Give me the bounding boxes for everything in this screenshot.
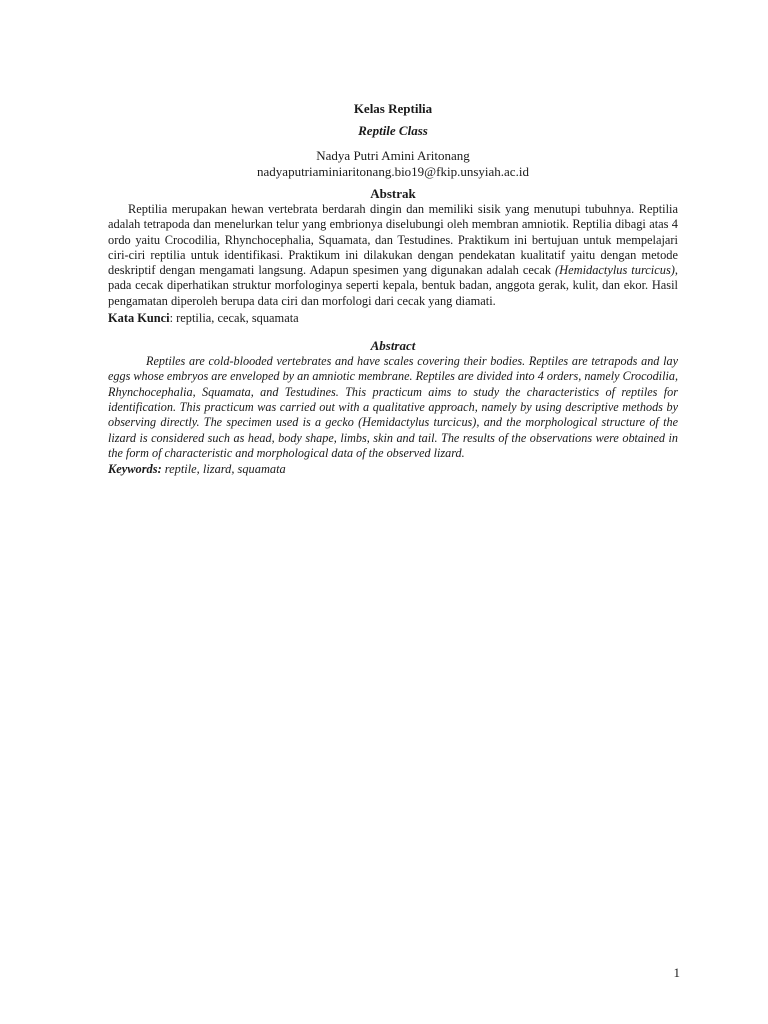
abstrak-species-name: (Hemidactylus turcicus)	[555, 263, 675, 278]
abstrak-keywords	[108, 310, 678, 326]
author-name: Nadya Putri Amini Aritonang	[316, 148, 470, 163]
abstract-keywords-label: Keywords:	[108, 462, 162, 477]
abstrak-keywords-list: : reptilia, cecak, squamata	[169, 311, 299, 326]
abstract-body: Reptiles are cold-blooded vertebrates and have scales covering their bodies. Reptiles are tetrapods and lay eggs whose embryos are enveloped by an amniotic membrane. Reptiles are divided into 4 orders, namely Crocodilia, Rhynchocephalia, Squamata, and Testudines. This practicum aims to study the characteristics of reptiles for identification. This practicum was carried out with a qualitative approach, namely by using descriptive methods by observing directly. The specimen used is a gecko (Hemidactylus turcicus), and the morphological structure of the lizard is considered such as head, body shape, limbs, skin and tail. The results of the observations were obtained in the form of characteristic and morphological data of the observed lizard.	[108, 354, 678, 460]
paper-subtitle: Reptile Class	[358, 123, 428, 138]
abstrak-keywords-label: Kata Kunci	[108, 311, 170, 326]
abstract-section	[108, 338, 678, 477]
abstrak-body	[108, 202, 678, 309]
abstract-keywords-list: reptile, lizard, squamata	[161, 462, 286, 477]
author-email: nadyaputriaminiaritonang.bio19@fkip.unsyiah.ac.id	[257, 164, 529, 179]
abstrak-section	[108, 186, 678, 326]
abstrak-text-part-2: , pada cecak diperhatikan struktur morfologinya seperti kepala, bentuk badan, anggota gerak, kulit, dan ekor. Hasil pengamatan diperoleh berupa data ciri dan morfologi dari cecak yang diamati.	[108, 263, 678, 308]
abstract-heading: Abstract	[370, 338, 416, 354]
abstrak-heading: Abstrak	[370, 186, 416, 201]
page-number: 1	[673, 965, 680, 980]
paper-page	[108, 100, 678, 477]
paper-title: Kelas Reptilia	[353, 101, 433, 116]
abstrak-text-part-1: Reptilia merupakan hewan vertebrata berdarah dingin dan memiliki sisik yang menutupi tubuhnya. Reptilia adalah tetrapoda dan menelurkan telur yang embrionya diselubungi oleh membran amniotik. Reptilia dibagi atas 4 ordo yaitu Crocodilia, Rhynchocephalia, Squamata, dan Testudines. Praktikum ini bertujuan untuk mempelajari ciri-ciri reptilia untuk identifikasi. Praktikum ini dilakukan dengan pendekatan kualitatif yaitu dengan metode deskriptif dengan mengamati langsung. Adapun spesimen yang digunakan adalah cecak	[108, 202, 678, 278]
abstract-keywords	[108, 461, 678, 477]
